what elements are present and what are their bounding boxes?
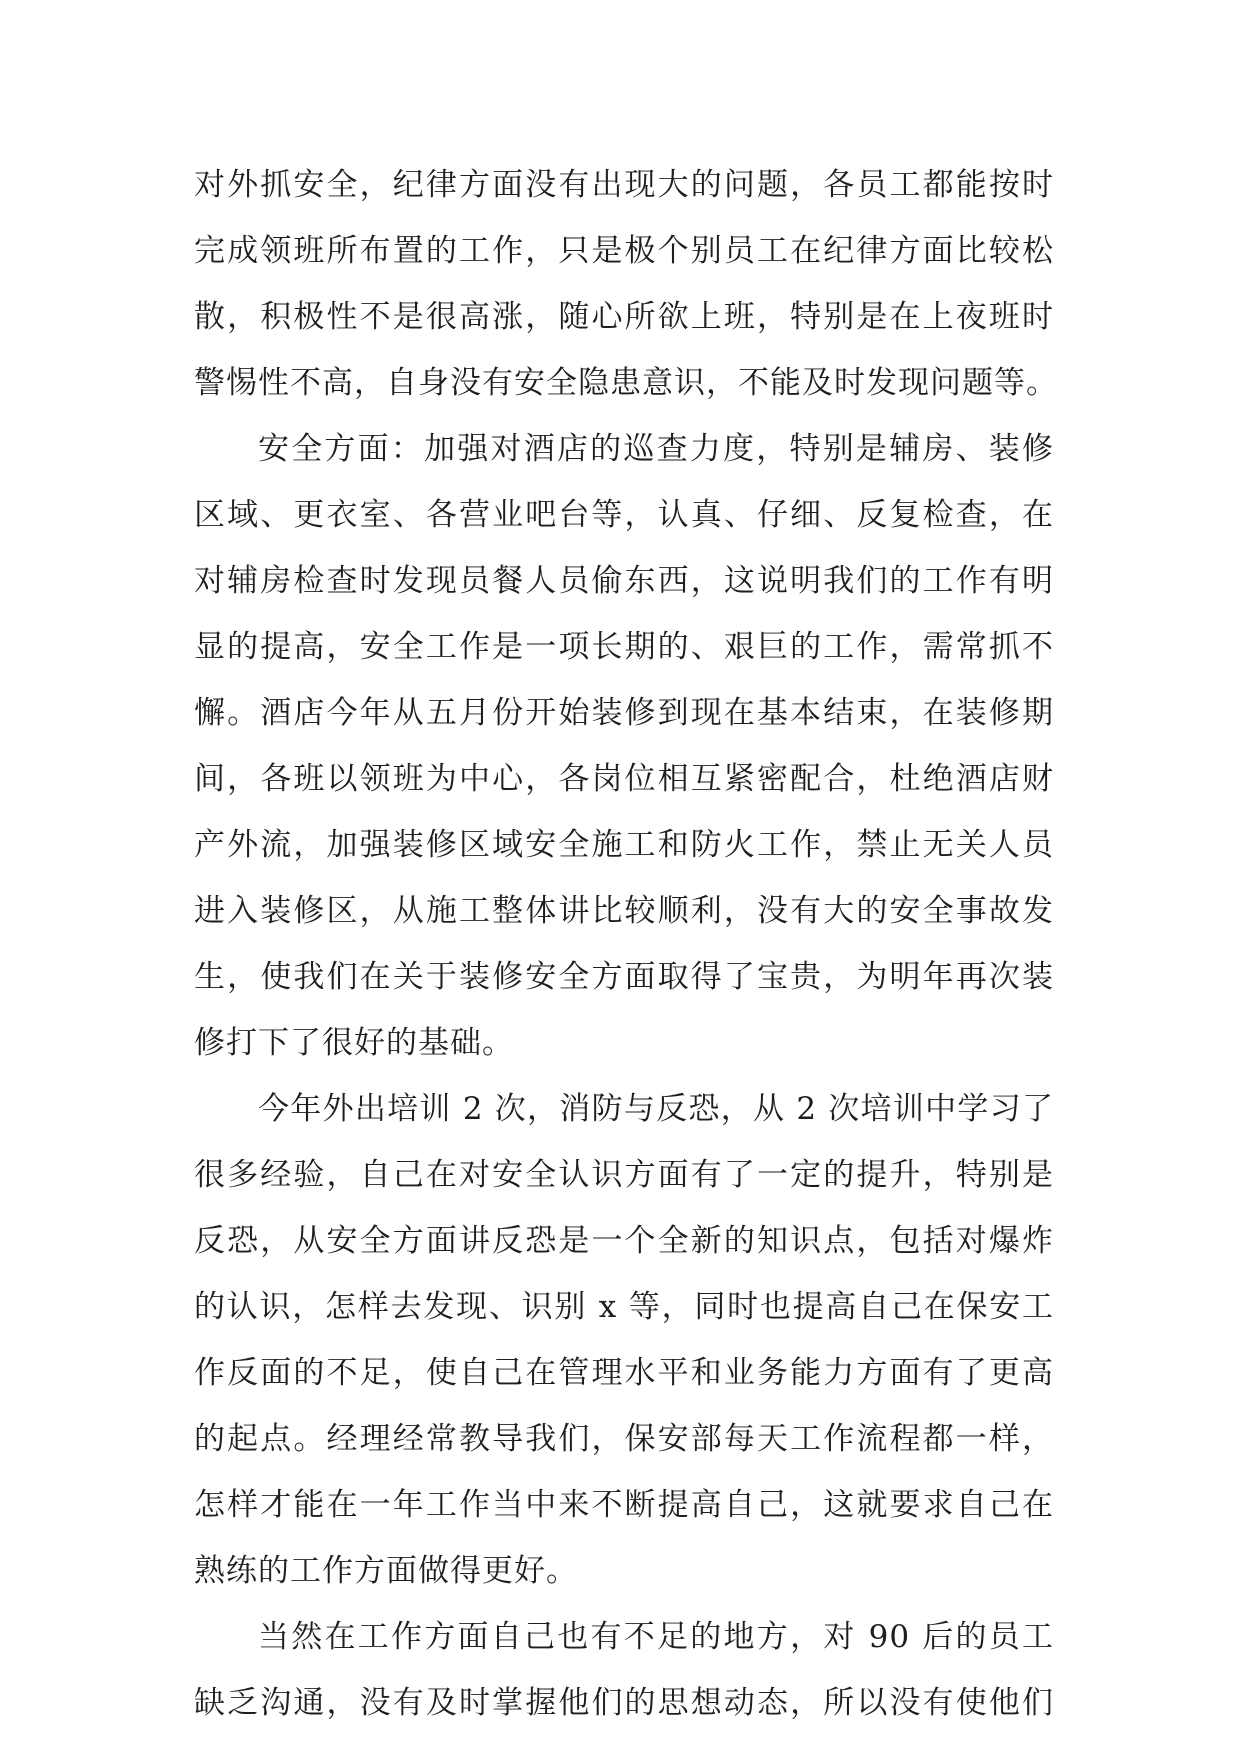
text-line: 缺乏沟通，没有及时掌握他们的思想动态，所以没有使他们 [194,1685,1054,1721]
text-line: 懈。酒店今年从五月份开始装修到现在基本结束，在装修期 [194,695,1054,731]
text-line: 进入装修区，从施工整体讲比较顺利，没有大的安全事故发 [194,893,1054,929]
text-line: 今年外出培训 2 次，消防与反恐，从 2 次培训中学习了 [258,1091,1054,1127]
text-line: 反恐，从安全方面讲反恐是一个全新的知识点，包括对爆炸 [194,1223,1054,1259]
paragraph-safety [194,416,1054,1076]
text-line: 当然在工作方面自己也有不足的地方，对 90 后的员工 [258,1619,1054,1655]
text-line: 散，积极性不是很高涨，随心所欲上班，特别是在上夜班时 [194,299,1054,335]
text-line: 很多经验，自己在对安全认识方面有了一定的提升，特别是 [194,1157,1054,1193]
text-line: 区域、更衣室、各营业吧台等，认真、仔细、反复检查，在 [194,497,1054,533]
text-line: 警惕性不高，自身没有安全隐患意识，不能及时发现问题等。 [194,365,1058,401]
text-line: 怎样才能在一年工作当中来不断提高自己，这就要求自己在 [194,1487,1054,1523]
text-line: 对辅房检查时发现员餐人员偷东西，这说明我们的工作有明 [194,563,1054,599]
text-line: 显的提高，安全工作是一项长期的、艰巨的工作，需常抓不 [194,629,1054,665]
text-line: 熟练的工作方面做得更好。 [194,1553,578,1589]
text-line: 完成领班所布置的工作，只是极个别员工在纪律方面比较松 [194,233,1054,269]
text-line: 作反面的不足，使自己在管理水平和业务能力方面有了更高 [194,1355,1054,1391]
text-line: 生，使我们在关于装修安全方面取得了宝贵，为明年再次装 [194,959,1054,995]
paragraph-discipline [194,152,1058,416]
text-line: 间，各班以领班为中心，各岗位相互紧密配合，杜绝酒店财 [194,761,1054,797]
text-line: 的认识，怎样去发现、识别 x 等，同时也提高自己在保安工 [194,1289,1054,1325]
text-line: 对外抓安全，纪律方面没有出现大的问题，各员工都能按时 [194,167,1054,203]
paragraph-training [194,1076,1054,1604]
paragraph-shortcomings [194,1604,1054,1736]
body-text [194,152,1058,1736]
text-line: 的起点。经理经常教导我们，保安部每天工作流程都一样， [194,1421,1054,1457]
text-line: 修打下了很好的基础。 [194,1025,514,1061]
text-line: 安全方面：加强对酒店的巡查力度，特别是辅房、装修 [258,431,1054,467]
text-line: 产外流，加强装修区域安全施工和防火工作，禁止无关人员 [194,827,1054,863]
